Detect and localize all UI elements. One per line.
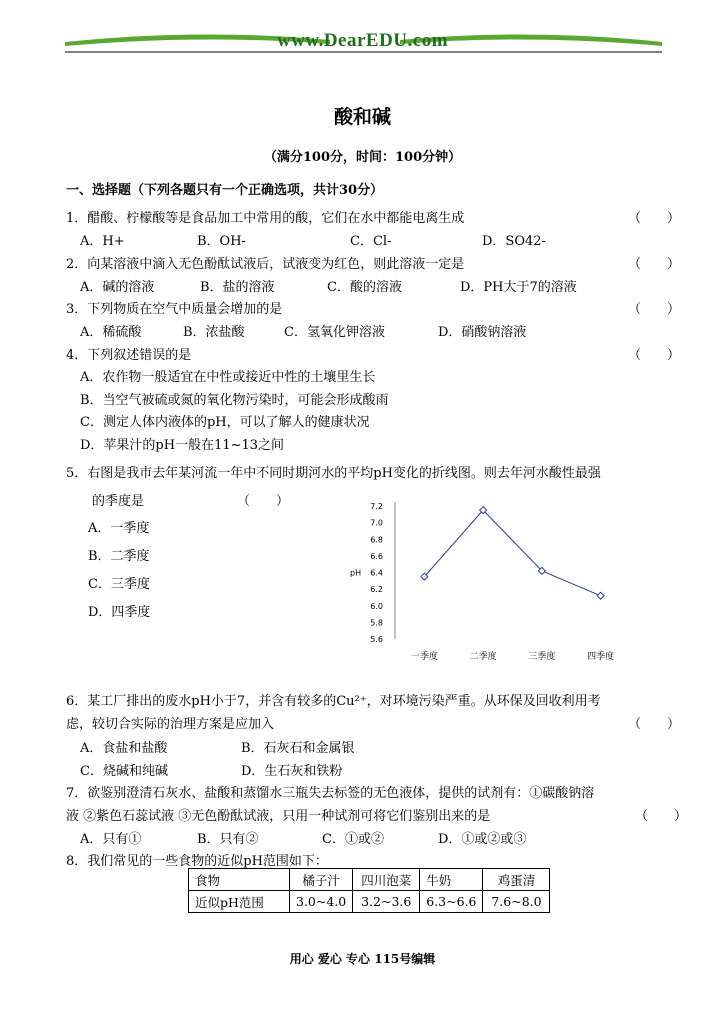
q2-stem: 2．向某溶液中滴入无色酚酞试液后，试液变为红色，则此溶液一定是 bbox=[66, 257, 465, 272]
q2-option-a: A．碱的溶液 bbox=[80, 280, 155, 295]
table-cell: 7.6~8.0 bbox=[483, 891, 550, 913]
q3-answer-blank: （ ） bbox=[628, 302, 681, 317]
table-cell: 鸡蛋清 bbox=[483, 869, 550, 891]
q8-stem: 8．我们常见的一些食物的近似pH范围如下： bbox=[66, 854, 328, 869]
q1-stem: 1．醋酸、柠檬酸等是食品加工中常用的酸，它们在水中都能电离生成 bbox=[66, 211, 465, 226]
page-title: 酸和碱 bbox=[333, 106, 391, 128]
table-cell: 3.2~3.6 bbox=[353, 891, 420, 913]
q3-option-c: C．氢氧化钾溶液 bbox=[284, 325, 385, 340]
table-row bbox=[189, 891, 550, 913]
q4-stem: 4．下列叙述错误的是 bbox=[66, 348, 192, 363]
q3-stem: 3．下列物质在空气中质量会增加的是 bbox=[66, 302, 283, 317]
food-ph-table bbox=[188, 868, 550, 913]
q3-option-a: A．稀硫酸 bbox=[80, 325, 142, 340]
q2-answer-blank: （ ） bbox=[628, 257, 681, 272]
q4-option-d: D．苹果汁的pH一般在11~13之间 bbox=[80, 438, 285, 453]
q6-option-c: C．烧碱和纯碱 bbox=[80, 764, 168, 779]
q7-option-b: B．只有② bbox=[197, 832, 259, 847]
q7-stem-line1: 7．欲鉴别澄清石灰水、盐酸和蒸馏水三瓶失去标签的无色液体，提供的试剂有：①碳酸钠溶 bbox=[66, 786, 595, 801]
q1-option-d: D．SO42- bbox=[482, 234, 546, 249]
q4-option-b: B．当空气被硫或氮的氧化物污染时，可能会形成酸雨 bbox=[80, 393, 389, 408]
x-tick-label: 三季度 bbox=[528, 652, 556, 662]
q5-option-a: A．一季度 bbox=[88, 521, 150, 536]
x-tick-label: 四季度 bbox=[587, 652, 615, 662]
y-tick-label: 6.4 bbox=[370, 568, 383, 578]
y-tick-label: 5.6 bbox=[370, 635, 383, 644]
q4-option-a: A．农作物一般适宜在中性或接近中性的土壤里生长 bbox=[80, 370, 376, 385]
q6-option-a: A．食盐和盐酸 bbox=[80, 741, 168, 756]
y-tick-label: 5.8 bbox=[370, 618, 383, 628]
x-tick-label: 二季度 bbox=[469, 652, 497, 662]
table-cell: 牛奶 bbox=[420, 869, 483, 891]
table-cell: 四川泡菜 bbox=[353, 869, 420, 891]
table-cell: 食物 bbox=[189, 869, 290, 891]
q6-option-d: D．生石灰和铁粉 bbox=[241, 764, 343, 779]
q1-option-a: A．H+ bbox=[80, 234, 125, 249]
ph-line-chart bbox=[340, 490, 640, 670]
q3-option-d: D．硝酸钠溶液 bbox=[438, 325, 527, 340]
q6-answer-blank: （ ） bbox=[628, 717, 681, 732]
table-row bbox=[189, 869, 550, 891]
q5-stem-line2: 的季度是 bbox=[92, 494, 145, 509]
q7-answer-blank: （ ） bbox=[635, 809, 688, 824]
q1-answer-blank: （ ） bbox=[628, 211, 681, 226]
q7-stem-line2: 液 ②紫色石蕊试液 ③无色酚酞试液，只用一种试剂可将它们鉴别出来的是 bbox=[66, 809, 491, 824]
y-axis-label: pH bbox=[350, 568, 362, 578]
x-tick-label: 一季度 bbox=[410, 652, 438, 662]
q7-option-a: A．只有① bbox=[80, 832, 142, 847]
series-line bbox=[424, 510, 600, 596]
section-heading: 一、选择题（下列各题只有一个正确选项，共计30分） bbox=[66, 183, 384, 198]
y-tick-label: 6.8 bbox=[370, 535, 383, 545]
page-footer: 用心 爱心 专心 115号编辑 bbox=[289, 952, 436, 966]
data-point bbox=[597, 592, 604, 599]
q4-answer-blank: （ ） bbox=[628, 348, 681, 363]
q4-option-c: C．测定人体内液体的pH，可以了解人的健康状况 bbox=[80, 415, 370, 430]
y-tick-label: 6.6 bbox=[370, 551, 383, 561]
q6-stem-line2: 虑，较切合实际的治理方案是应加入 bbox=[66, 717, 275, 732]
q5-answer-blank: （ ） bbox=[237, 494, 290, 509]
y-tick-label: 7.2 bbox=[370, 502, 383, 511]
table-cell: 3.0~4.0 bbox=[290, 891, 353, 913]
q2-option-b: B．盐的溶液 bbox=[200, 280, 275, 295]
q5-stem-line1: 5．右图是我市去年某河流一年中不同时期河水的平均pH变化的折线图。则去年河水酸性最强 bbox=[66, 466, 601, 481]
y-tick-label: 6.0 bbox=[370, 601, 383, 611]
page-subtitle: （满分100分，时间：100分钟） bbox=[263, 150, 462, 165]
q7-option-c: C．①或② bbox=[322, 832, 384, 847]
q2-option-d: D．PH大于7的溶液 bbox=[460, 280, 577, 295]
q5-option-b: B．二季度 bbox=[88, 549, 150, 564]
y-tick-label: 6.2 bbox=[370, 585, 383, 595]
site-logo[interactable]: www.DearEDU.com bbox=[276, 30, 449, 51]
table-cell: 橘子汁 bbox=[290, 869, 353, 891]
page-header bbox=[0, 0, 725, 70]
q6-option-b: B．石灰石和金属银 bbox=[241, 741, 355, 756]
q5-option-d: D．四季度 bbox=[88, 605, 151, 620]
table-cell: 6.3~6.6 bbox=[420, 891, 483, 913]
q1-option-c: C．Cl- bbox=[350, 234, 392, 249]
table-cell: 近似pH范围 bbox=[189, 891, 290, 913]
q2-option-c: C．酸的溶液 bbox=[327, 280, 402, 295]
q1-option-b: B．OH- bbox=[197, 234, 246, 249]
q6-stem-line1: 6．某工厂排出的废水pH小于7，并含有较多的Cu²⁺，对环境污染严重。从环保及回收利用考 bbox=[66, 694, 601, 709]
q7-option-d: D．①或②或③ bbox=[438, 832, 527, 847]
y-tick-label: 7.0 bbox=[370, 518, 383, 528]
q3-option-b: B．浓盐酸 bbox=[183, 325, 245, 340]
q5-option-c: C．三季度 bbox=[88, 577, 150, 592]
